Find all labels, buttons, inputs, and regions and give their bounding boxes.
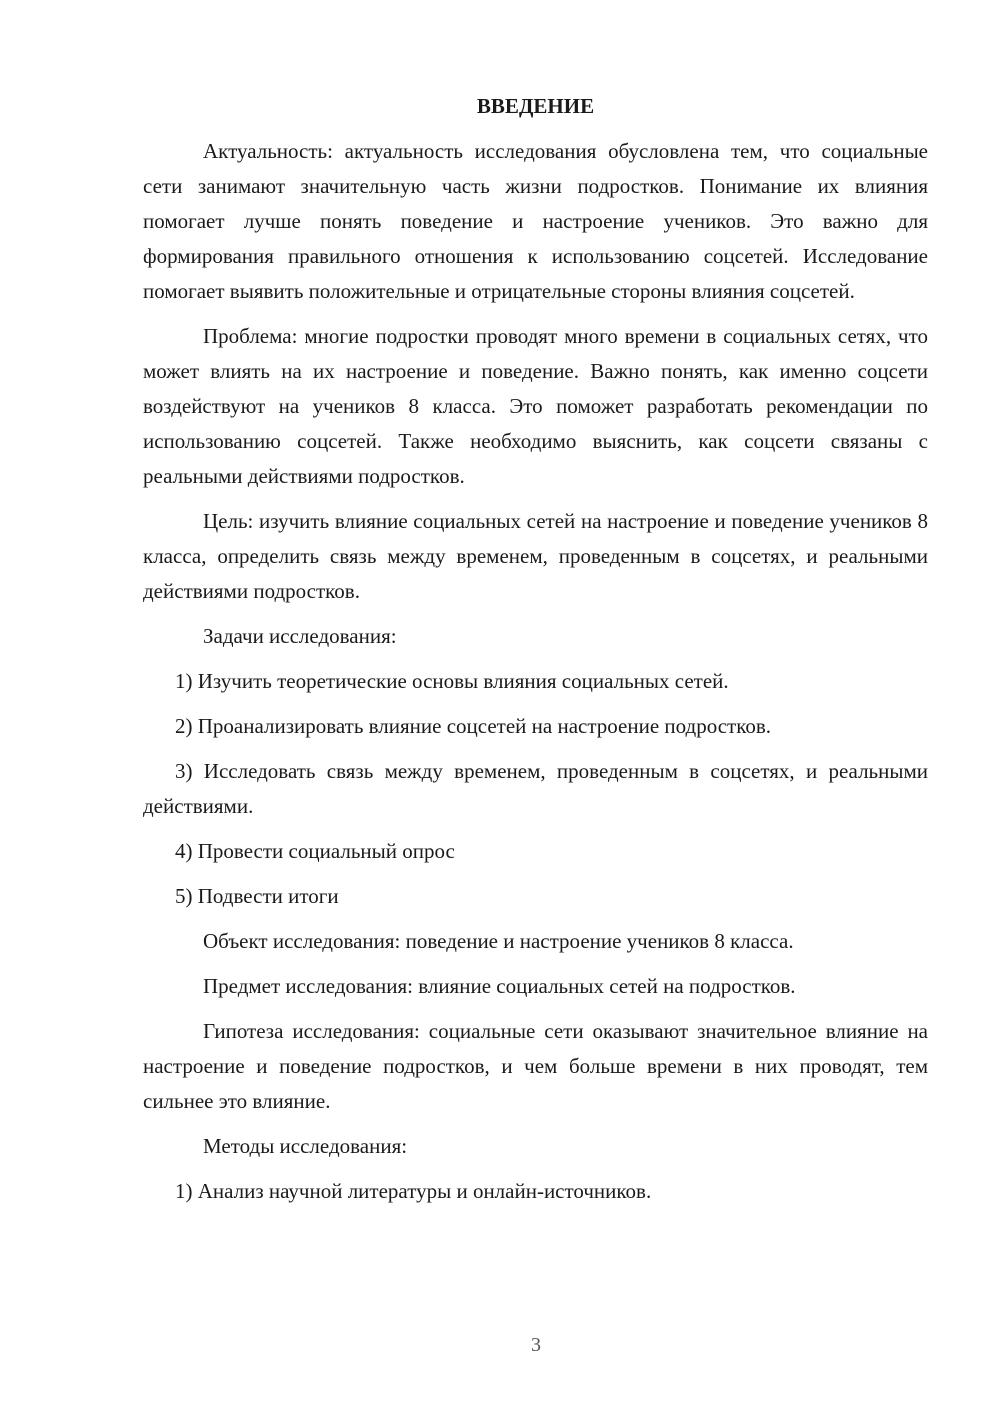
- methods-heading: Методы исследования:: [203, 1134, 408, 1158]
- hypothesis-paragraph: Гипотеза исследования: социальные сети оказывают значительное влияние на настроение и поведение подростков, и чем больше времени в них проводят, тем сильнее это влияние.: [143, 1019, 928, 1113]
- task-item: 1) Изучить теоретические основы влияния социальных сетей.: [175, 669, 729, 693]
- page-number: 3: [531, 1334, 541, 1356]
- object-paragraph: Объект исследования: поведение и настроение учеников 8 класса.: [203, 929, 794, 953]
- task-item: 4) Провести социальный опрос: [175, 839, 455, 863]
- relevance-paragraph: Актуальность: актуальность исследования обусловлена тем, что социальные сети занимают значительную часть жизни подростков. Понимание их влияния помогает лучше понять поведение и настроение учеников. Это важно для формирования правильного отношения к использованию соцсетей. Исследование помогает выявить положительные и отрицательные стороны влияния соцсетей.: [143, 139, 928, 303]
- page-title: ВВЕДЕНИЕ: [476, 94, 595, 118]
- task-item: 2) Проанализировать влияние соцсетей на настроение подростков.: [175, 714, 772, 738]
- method-item: 1) Анализ научной литературы и онлайн-источников.: [175, 1179, 652, 1203]
- task-item: 3) Исследовать связь между временем, проведенным в соцсетях, и реальными действиями.: [143, 759, 928, 818]
- subject-paragraph: Предмет исследования: влияние социальных сетей на подростков.: [203, 974, 796, 998]
- page-content: [143, 92, 928, 1219]
- goal-paragraph: Цель: изучить влияние социальных сетей на настроение и поведение учеников 8 класса, определить связь между временем, проведенным в соцсетях, и реальными действиями подростков.: [143, 509, 928, 603]
- problem-paragraph: Проблема: многие подростки проводят много времени в социальных сетях, что может влиять на их настроение и поведение. Важно понять, как именно соцсети воздействуют на учеников 8 класса. Это поможет разработать рекомендации по использованию соцсетей. Также необходимо выяснить, как соцсети связаны с реальными действиями подростков.: [143, 324, 928, 488]
- tasks-heading: Задачи исследования:: [203, 624, 397, 648]
- task-item: 5) Подвести итоги: [175, 884, 339, 908]
